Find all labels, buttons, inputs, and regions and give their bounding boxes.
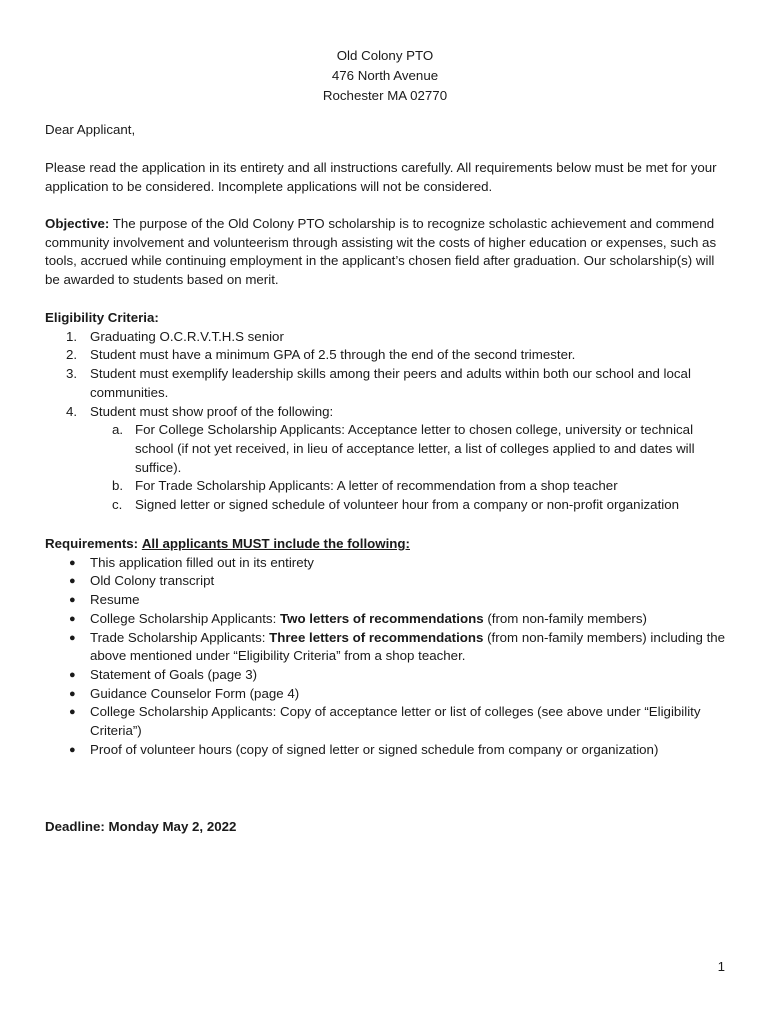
requirements-section [45, 535, 730, 759]
list-item: b. For Trade Scholarship Applicants: A letter of recommendation from a shop teacher [112, 478, 618, 494]
list-item: 1. Graduating O.C.R.V.T.H.S senior [66, 328, 284, 344]
letterhead [0, 46, 770, 106]
list-item: ● This application filled out in its entirety [45, 554, 730, 573]
requirements-underlined: All applicants MUST include the following: [141, 536, 410, 551]
eligibility-list [45, 328, 730, 515]
bullet-icon: ● [69, 743, 76, 756]
intro-paragraph: Please read the application in its entirety and all instructions carefully. All requirements below must be met for your application to be considered. Incomplete applications will not be considered. [45, 160, 717, 194]
requirements-heading [45, 535, 730, 554]
proof-sublist [90, 421, 730, 515]
deadline: Deadline: Monday May 2, 2022 [45, 819, 237, 834]
list-item: ● Proof of volunteer hours (copy of signed letter or signed schedule from company or organization) [45, 741, 730, 760]
objective-text: The purpose of the Old Colony PTO scholarship is to recognize scholastic achievement and commend community involvement and volunteerism through assisting wit the costs of higher education or expenses, such as tools, accrued while continuing employment in the applicant’s chosen field after graduation. Our scholarship(s) will be awarded to students based on merit. [45, 216, 717, 288]
greeting: Dear Applicant, [45, 122, 136, 137]
bullet-icon: ● [69, 687, 76, 700]
list-item: a. For College Scholarship Applicants: Acceptance letter to chosen college, university or technical school (if not yet received, in lieu of acceptance letter, a list of colleges applied to and dates will suffice). [112, 422, 695, 475]
page-number: 1 [717, 959, 725, 974]
list-item: ● Guidance Counselor Form (page 4) [45, 685, 730, 704]
bullet-icon: ● [69, 612, 76, 625]
org-city: Rochester MA 02770 [322, 88, 448, 103]
org-name: Old Colony PTO [336, 48, 434, 63]
bullet-icon: ● [69, 575, 76, 588]
list-item: c. Signed letter or signed schedule of volunteer hour from a company or non-profit organization [112, 497, 680, 513]
list-item: ● College Scholarship Applicants: Copy of acceptance letter or list of colleges (see above under “Eligibility Criteria”) [69, 704, 701, 739]
org-street: 476 North Avenue [331, 68, 439, 83]
list-item: 2. Student must have a minimum GPA of 2.5 through the end of the second trimester. [66, 347, 576, 363]
list-item: ● Statement of Goals (page 3) [45, 666, 730, 685]
bullet-icon: ● [69, 631, 76, 644]
list-item: ● Resume [45, 591, 730, 610]
list-item: 4. Student must show proof of the following: a. For College Scholarship Applicants: Acceptance letter to chosen college, university or technical school (if not yet received, in lieu of acceptance letter, a list of colleges applied to and dates will suffice). b. For Trade Scholarship Applicants: A letter of recommendation from a shop teacher c. Signed letter or signed schedule of volunteer hour from a company or non-profit organization [45, 403, 730, 515]
bullet-icon: ● [69, 594, 76, 607]
eligibility-section [45, 309, 730, 515]
bullet-icon: ● [69, 668, 76, 681]
list-item: ● College Scholarship Applicants: Two letters of recommendations (from non-family members) [45, 610, 730, 629]
list-item: 3. Student must exemplify leadership skills among their peers and adults within both our school and local communities. [66, 366, 691, 400]
objective-paragraph [45, 215, 730, 290]
requirements-list [45, 554, 730, 760]
bullet-icon: ● [69, 706, 76, 719]
list-item: ● Old Colony transcript [45, 572, 730, 591]
objective-label: Objective: [45, 216, 110, 231]
requirements-label: Requirements: [45, 536, 139, 551]
bullet-icon: ● [69, 556, 76, 569]
list-item: ● Trade Scholarship Applicants: Three letters of recommendations (from non-family members) including the above mentioned under “Eligibility Criteria” from a shop teacher. [69, 629, 726, 664]
eligibility-heading: Eligibility Criteria: [45, 310, 159, 325]
